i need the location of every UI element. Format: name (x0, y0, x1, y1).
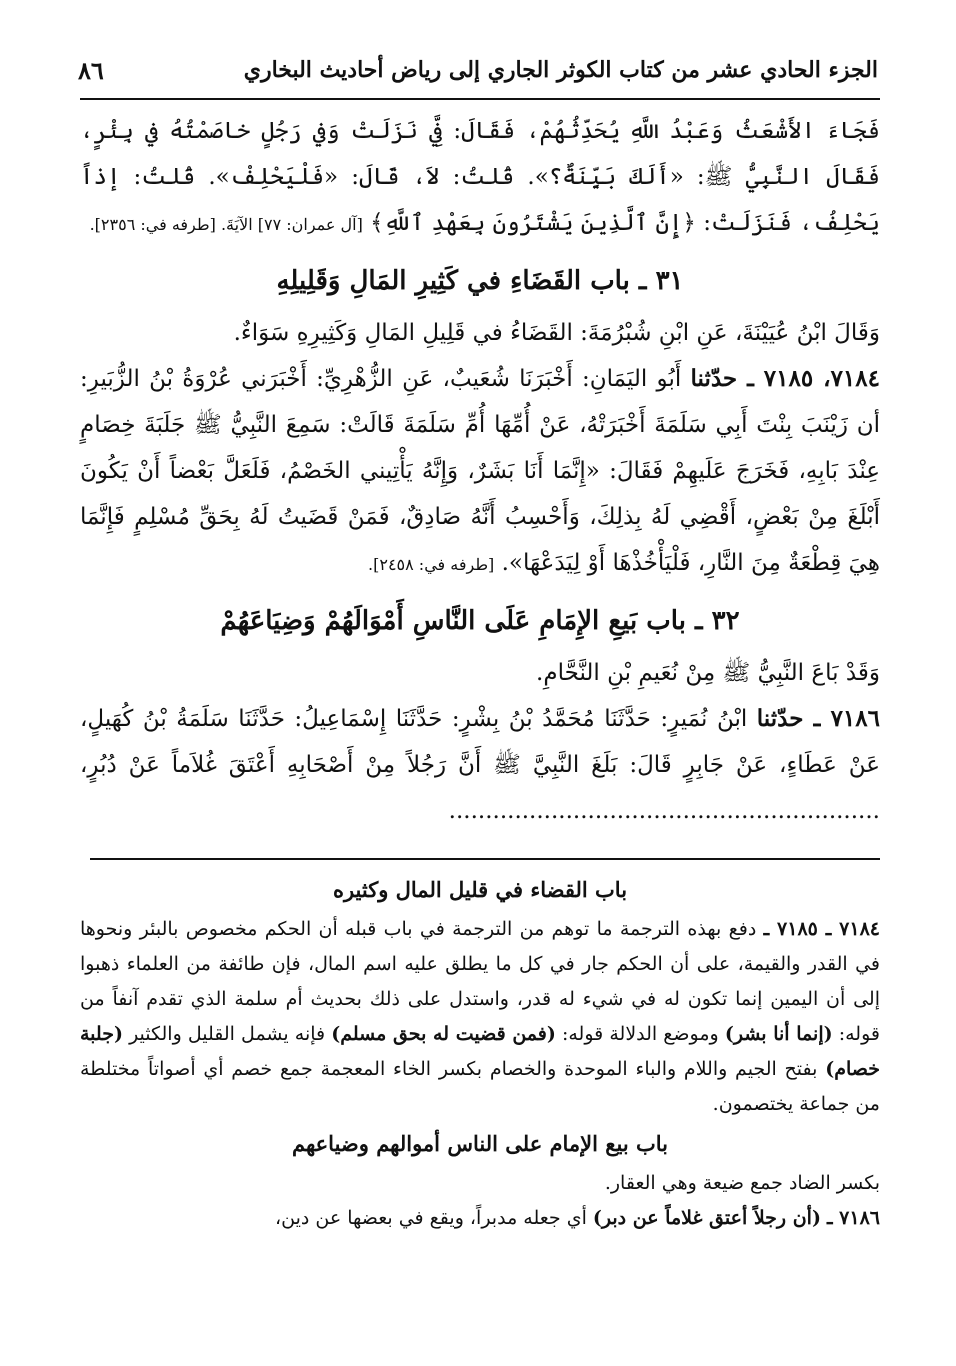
quote: (إنما أنا بشر) (724, 1023, 833, 1045)
chapter-31-title: ٣١ ـ باب القَضَاءِ في كَثِيرِ المَالِ وَقَلِيلِهِ (276, 266, 684, 296)
quran-reference: [آل عمران: ٧٧] الآيَةَ. [طرفه في: ٢٣٥٦]. (89, 215, 363, 234)
hadith-7186 (80, 696, 880, 834)
commentary-text: وموضع الدلالة قوله: (561, 1023, 719, 1045)
commentary-text: دفع بهذه الترجمة ما توهم من الترجمة في باب قبله أن الحكم مخصوص بالبئر ونحوها في القدر والقيمة، على أن الحكم جار في كل ما يطلق عليه اسم المال، فإن طائفة من العلماء ذهبوا إلى أن اليمين إنما تكون له في شيء له قدر، واستدل على ذلك بحديث أم سلمة الذي تقدم آنفاً من قوله: (80, 918, 880, 1045)
page-number: ٨٦ (78, 55, 104, 85)
commentary-text: أي جعله مدبراً، ويقع في بعضها عن دين، (274, 1207, 587, 1229)
continuation-text: فَجَاءَ الأَشْعَثُ وَعَبْدُ اللَّهِ يُحَدِّثُهُمْ، فَقَالَ: فِيَّ نَزَلَتْ وَفي رَجُلٍ خاصَمْتُهُ في بِئْرٍ، فَقَالَ النَّبِيُّ ﷺ: «أَلَكَ بَيِّنَةٌ؟». قُلتُ: لاَ، قَالَ: «فَلْيَحْلِفْ». قُلتُ: إذاً يَحْلِفُ، فَنَزَلَتْ: ﴿إِنَّ ٱلَّذِينَ يَشْتَرُونَ بِعَهْدِ ٱللَّهِ﴾ (80, 118, 880, 236)
chapter-31-intro: وَقَالَ ابْنُ عُيَيْنَةَ، عَنِ ابْنِ شُبْرُمَةَ: القَضَاءُ في قَلِيلِ المَالِ وَكَثِيرِهِ سَوَاءٌ. (233, 320, 880, 346)
quote: (فمن قضيت له بحق مسلم) (331, 1023, 556, 1045)
commentary-title-2: باب بيع الإمام على الناس أموالهم وضياعهم (291, 1131, 668, 1156)
hadith-number: ٧١٨٤، ٧١٨٥ ـ حدّثنا (690, 365, 880, 392)
quote: (أن رجلاً أعتق غلاماً عن دبر) (592, 1207, 821, 1229)
chapter-32-title: ٣٢ ـ باب بَيعِ الإِمَامِ عَلَى النَّاسِ أَمْوَالَهُمْ وَضِيَاعَهُمْ (220, 606, 740, 636)
chapter-32-intro: وَقَدْ بَاعَ النَّبِيُّ ﷺ مِنْ نُعَيمِ بْنِ النَّحَّامِ. (536, 660, 880, 686)
commentary-text: بفتح الجيم واللام والباء الموحدة والخصام بكسر الخاء المعجمة جمع خصم أي أصواتاً مختلطة من جماعة يختصمون. (80, 1058, 880, 1115)
quote: (جلبة خصام) (80, 1023, 880, 1080)
commentary-divider (90, 858, 880, 860)
hadith-text (80, 108, 880, 834)
running-title: الجزء الحادي عشر من كتاب الكوثر الجاري إلى رياض أحاديث البخاري (243, 57, 878, 83)
cross-reference: [طرفه في: ٢٤٥٨]. (368, 555, 495, 574)
hadith-text-body: أَبُو اليَمَانِ: أَخْبَرَنَا شُعَيبٌ، عَنِ الزُّهْرِيِّ: أَخْبَرَني عُرْوَةُ بْنُ الزُّبَيرِ: أن زَيْنَبَ بِنْتَ أَبِي سَلَمَةَ أَخْبَرَتْهُ، عَنْ أُمِّهَا أُمِّ سَلَمَةَ قَالَتْ: سَمِعَ النَّبِيُّ ﷺ جَلَبَةَ خِصَامٍ عِنْدَ بَابِهِ، فَخَرَجَ عَلَيهِمْ فَقَالَ: «إِنَّمَا أَنَا بَشَرٌ، وَإِنَّهُ يَأْتِيني الخَصْمُ، فَلَعَلَّ بَعْضاً أَنْ يَكُونَ أَبْلَغَ مِنْ بَعْضٍ، أَقْضِي لَهُ بِذلِكَ، وَأَحْسِبُ أَنَّهُ صَادِقٌ، فَمَنْ قَضَيتُ لَهُ بِحَقِّ مُسْلِمٍ فَإِنَّمَا هِيَ قِطْعَةٌ مِنَ النَّارِ، فَلْيَأْخُذْهَا أَوْ لِيَدَعْهَا». (80, 366, 880, 576)
commentary-7186 (80, 1201, 880, 1236)
commentary-number: ٧١٨٦ ـ (826, 1207, 880, 1229)
header-divider (80, 98, 880, 100)
commentary-number: ٧١٨٤ ـ ٧١٨٥ ـ (763, 918, 880, 940)
hadith-7184-7185 (80, 356, 880, 588)
commentary-title-1: باب القضاء في قليل المال وكثيره (332, 877, 628, 902)
paragraph-continuation (80, 108, 880, 248)
commentary-text: فإنه يشمل القليل والكثير (129, 1023, 326, 1045)
hadith-number: ٧١٨٦ ـ حدّثنا (756, 705, 880, 732)
page-header (78, 44, 878, 96)
commentary-chapter-32: بكسر الضاد جمع ضيعة وهي العقار. (604, 1172, 880, 1194)
continuation-dots: ........................................................... (448, 798, 880, 824)
commentary-section (80, 868, 880, 1236)
commentary-7184-7185 (80, 912, 880, 1122)
hadith-text-body: ابْنُ نُمَيرٍ: حَدَّثَنَا مُحَمَّدُ بْنُ بِشْرٍ: حَدَّثَنَا إِسْمَاعِيلُ: حَدَّثَنَا سَلَمَةُ بْنُ كُهَيلٍ، عَنْ عَطَاءٍ، عَنْ جَابِرٍ قَالَ: بَلَغَ النَّبِيَّ ﷺ أَنَّ رَجُلاً مِنْ أَصْحَابِهِ أَعْتَقَ غُلاَماً عَنْ دُبُرٍ، (80, 706, 880, 778)
